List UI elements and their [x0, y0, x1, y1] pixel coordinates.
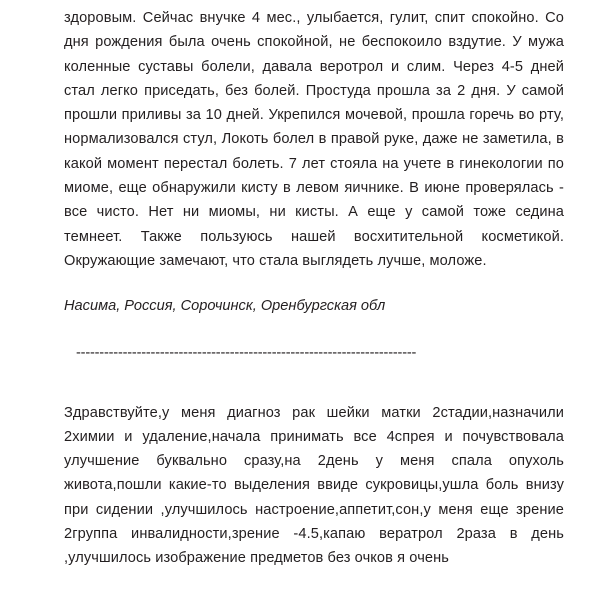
spacer: [64, 363, 564, 401]
testimonial-one-body: здоровым. Сейчас внучке 4 мес., улыбается, гулит, спит спокойно. Со дня рождения была очень спокойной, не беспокоило вздутие. У мужа коленные суставы болели, давала веротрол и слим. Через 4-5 дней стал легко приседать, без болей. Простуда прошла за 2 дня. У самой прошли приливы за 10 дней. Укрепился мочевой, прошла горечь во рту, нормализовался стул, Локоть болел в правой руке, даже не заметила, в какой момент перестал болеть. 7 лет стояла на учете в гинекологии по миоме, еще обнаружили кисту в левом яичнике. В июне проверялась - все чисто. Нет ни миомы, ни кисты. А еще у самой тоже седина темнеет. Также пользуюсь нашей восхитительной косметикой. Окружающие замечают, что стала выглядеть лучше, моложе.: [64, 10, 564, 269]
testimonial-two-body: Здравствуйте,у меня диагноз рак шейки матки 2стадии,назначили 2химии и удаление,начала принимать все 4спрея и почувствовала улучшение буквально сразу,на 2день у меня спала опухоль живота,пошли какие-то выделения ввиде сукровицы,ушла боль внизу при сидении ,улучшилось настроение,аппетит,сон,у меня еще зрение 2группа инвалидности,зрение -4.5,капаю вератрол 2раза в день ,улучшилось изображение предметов без очков я очень: [64, 404, 564, 567]
divider-dashes: -------------------------------------------------------------------------: [76, 344, 417, 361]
section-divider: [64, 319, 564, 363]
testimonial-one-signature: Насима, Россия, Сорочинск, Оренбургская обл: [64, 298, 386, 315]
